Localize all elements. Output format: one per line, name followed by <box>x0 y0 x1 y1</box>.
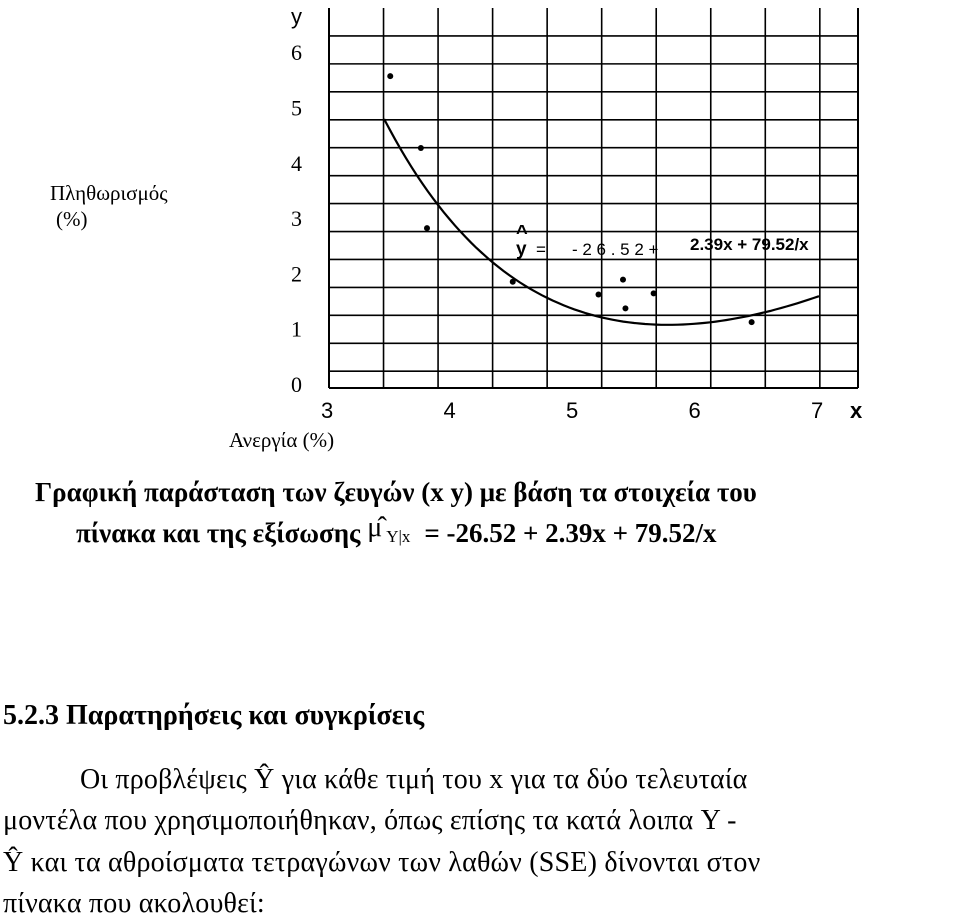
y-tick-label: 3 <box>291 206 302 232</box>
x-tick-label: 3 <box>321 398 334 423</box>
data-point <box>749 319 755 325</box>
x-axis-label: Ανεργία (%) <box>229 428 335 452</box>
data-point <box>622 305 628 311</box>
y-tick-label: 4 <box>291 150 302 176</box>
equation-hat-mark: ^ <box>516 222 528 244</box>
chart-grid <box>329 8 858 388</box>
y-tick-label: 2 <box>291 261 302 287</box>
data-point <box>651 290 657 296</box>
data-point <box>510 279 516 285</box>
data-point <box>596 292 602 298</box>
mu-subscript: Y|x <box>386 527 411 546</box>
equation-yhat: y <box>516 239 527 260</box>
paragraph-line-3: Ŷ και τα αθροίσματα τετραγώνων των λαθών (SSE) δίνονται στον <box>3 847 761 878</box>
data-point <box>418 145 424 151</box>
y-tick-label: 0 <box>291 372 302 397</box>
x-tick-label: 7 <box>811 398 824 423</box>
y-axis-label-line2: (%) <box>56 207 88 231</box>
equation-constant: - 2 6 . 5 2 + <box>572 240 659 259</box>
paragraph-line-4: πίνακα που ακολουθεί: <box>3 888 265 919</box>
paragraph-line-1: Οι προβλέψεις Ŷ για κάθε τιμή του x για τα δύο τελευταία <box>80 764 748 795</box>
y-axis-letter: y <box>291 4 302 29</box>
x-axis-letter: x <box>850 398 863 423</box>
section-heading: 5.2.3 Παρατηρήσεις και συγκρίσεις <box>3 700 425 731</box>
data-point <box>387 73 393 79</box>
y-tick-label: 5 <box>291 95 302 121</box>
x-tick-label: 5 <box>566 398 579 423</box>
y-axis-label <box>50 180 168 232</box>
equation-equals: = <box>536 240 546 259</box>
x-tick-label: 4 <box>443 398 456 423</box>
equation-terms: 2.39x + 79.52/x <box>690 235 809 254</box>
y-tick-label: 6 <box>291 40 302 66</box>
caption-equation: = -26.52 + 2.39x + 79.52/x <box>424 518 717 548</box>
caption-prefix: πίνακα και της εξίσωσης <box>76 518 361 548</box>
figure-caption-line1: Γραφική παράσταση των ζευγών (x y) με βάση τα στοιχεία του <box>35 477 757 507</box>
y-tick-label: 1 <box>291 316 302 342</box>
x-tick-label: 6 <box>688 398 701 423</box>
data-point <box>424 225 430 231</box>
figure-caption-line2 <box>76 512 717 550</box>
paragraph-line-2: μοντέλα που χρησιμοποιήθηκαν, όπως επίσης τα κατά λοιπα Y - <box>3 805 737 836</box>
y-axis-label-line1: Πληθωρισμός <box>50 181 168 205</box>
data-point <box>620 277 626 283</box>
mu-hat-symbol: μ̂ <box>367 512 383 543</box>
